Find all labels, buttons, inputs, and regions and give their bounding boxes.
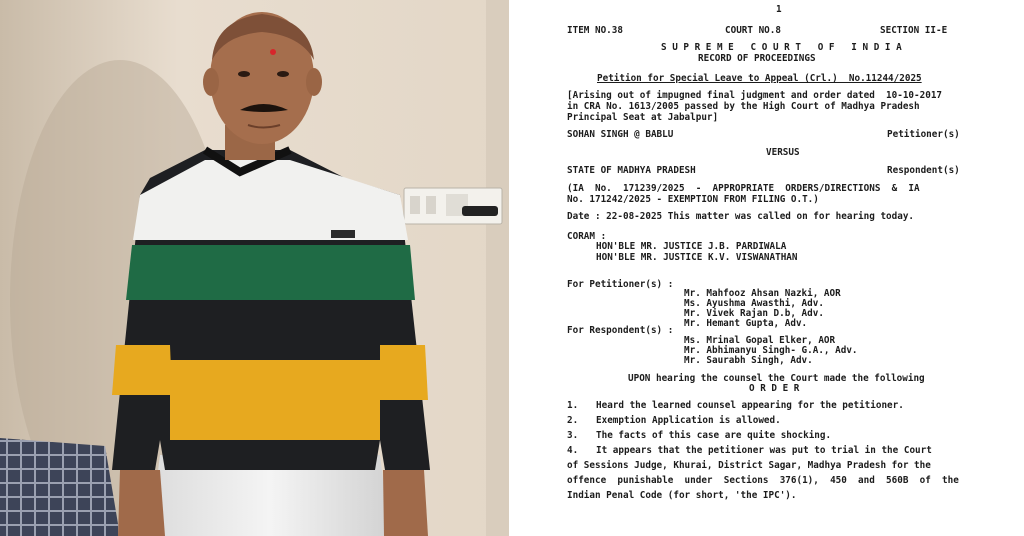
para-2-text: Exemption Application is allowed. bbox=[596, 415, 781, 426]
petitioner-counsel-2: Ms. Ayushma Awasthi, Adv. bbox=[684, 298, 824, 309]
petitioner-counsel-3: Mr. Vivek Rajan D.b, Adv. bbox=[684, 308, 824, 319]
petitioner-counsel-4: Mr. Hemant Gupta, Adv. bbox=[684, 318, 808, 329]
tilak-mark bbox=[270, 49, 276, 55]
right-hand bbox=[383, 470, 428, 536]
checked-cloth bbox=[0, 438, 120, 536]
section-label: SECTION II-E bbox=[880, 25, 948, 36]
para-1-number: 1. bbox=[567, 400, 579, 411]
switch-2 bbox=[426, 196, 436, 214]
petition-title: Petition for Special Leave to Appeal (Crl.) No.11244/2025 bbox=[597, 73, 922, 84]
ia-line-1: (IA No. 171239/2025 - APPROPRIATE ORDERS/DIRECTIONS & IA bbox=[567, 183, 920, 194]
for-petitioner-label: For Petitioner(s) : bbox=[567, 279, 674, 290]
respondent-counsel-3: Mr. Saurabh Singh, Adv. bbox=[684, 355, 813, 366]
item-number: ITEM NO.38 bbox=[567, 25, 623, 36]
coram-judge-1: HON'BLE MR. JUSTICE J.B. PARDIWALA bbox=[596, 241, 787, 252]
ia-line-2: No. 171242/2025 - EXEMPTION FROM FILING O.T.) bbox=[567, 194, 819, 205]
order-heading: O R D E R bbox=[749, 383, 800, 394]
respondent-counsel-2: Mr. Abhimanyu Singh- G.A., Adv. bbox=[684, 345, 858, 356]
court-number: COURT NO.8 bbox=[725, 25, 781, 36]
petitioner-role: Petitioner(s) bbox=[887, 129, 960, 140]
para-2-number: 2. bbox=[567, 415, 579, 426]
arising-line-3: Principal Seat at Jabalpur] bbox=[567, 112, 719, 123]
arising-line-2: in CRA No. 1613/2005 passed by the High Court of Madhya Pradesh bbox=[567, 101, 920, 112]
respondent-counsel-1: Ms. Mrinal Gopal Elker, AOR bbox=[684, 335, 836, 346]
plug-adapter bbox=[462, 206, 498, 216]
respondent-name: STATE OF MADHYA PRADESH bbox=[567, 165, 696, 176]
para-4-cont-1: of Sessions Judge, Khurai, District Sagar, Madhya Pradesh for the bbox=[567, 460, 931, 471]
record-of-proceedings-heading: RECORD OF PROCEEDINGS bbox=[698, 53, 816, 64]
versus-heading: VERSUS bbox=[766, 147, 800, 158]
coram-judge-2: HON'BLE MR. JUSTICE K.V. VISWANATHAN bbox=[596, 252, 798, 263]
para-4-cont-2: offence punishable under Sections 376(1), 450 and 560B of the bbox=[567, 475, 959, 486]
petitioner-photo bbox=[0, 0, 509, 536]
court-record-document bbox=[513, 0, 1024, 536]
respondent-role: Respondent(s) bbox=[887, 165, 960, 176]
petitioner-counsel-1: Mr. Mahfooz Ahsan Nazki, AOR bbox=[684, 288, 841, 299]
para-4-number: 4. bbox=[567, 445, 579, 456]
para-4-cont-3: Indian Penal Code (for short, 'the IPC'). bbox=[567, 490, 797, 501]
cabinet-edge bbox=[486, 0, 509, 536]
date-line: Date : 22-08-2025 This matter was called on for hearing today. bbox=[567, 211, 915, 222]
arising-line-1: [Arising out of impugned final judgment and order dated 10-10-2017 bbox=[567, 90, 943, 101]
para-1-text: Heard the learned counsel appearing for the petitioner. bbox=[596, 400, 904, 411]
left-hand bbox=[118, 470, 165, 536]
for-respondent-label: For Respondent(s) : bbox=[567, 325, 674, 336]
page-number: 1 bbox=[776, 4, 782, 15]
court-name-heading: S U P R E M E C O U R T O F I N D I A bbox=[661, 42, 902, 53]
petitioner-name: SOHAN SINGH @ BABLU bbox=[567, 129, 674, 140]
coram-label: CORAM : bbox=[567, 231, 607, 242]
upon-hearing-line: UPON hearing the counsel the Court made the following bbox=[628, 373, 925, 384]
para-3-number: 3. bbox=[567, 430, 579, 441]
para-4-text: It appears that the petitioner was put to trial in the Court bbox=[596, 445, 932, 456]
para-3-text: The facts of this case are quite shocking. bbox=[596, 430, 832, 441]
striped-shirt bbox=[112, 150, 430, 470]
switch-1 bbox=[410, 196, 420, 214]
photo-illustration bbox=[0, 0, 509, 536]
